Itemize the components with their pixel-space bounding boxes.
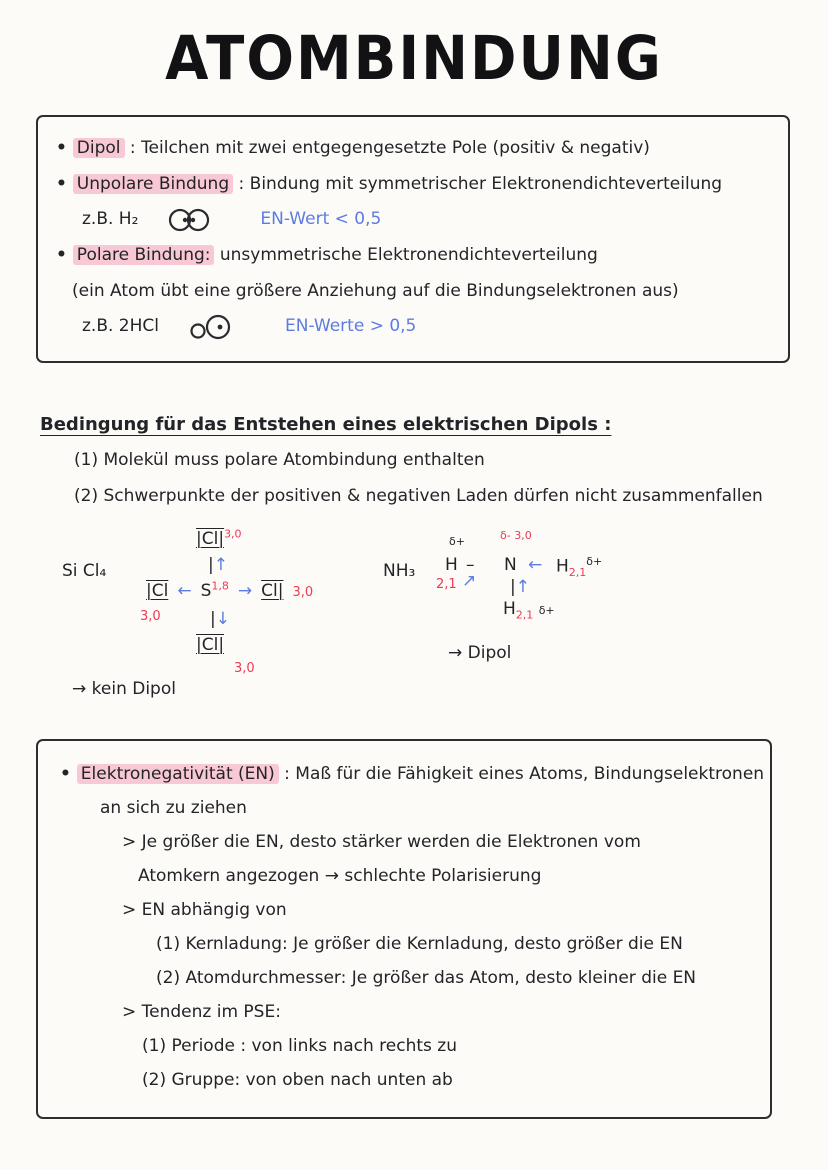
h2-electron-cloud-doodle [166,206,214,234]
nh3-conclusion: → Dipol [448,642,512,663]
en-note-gruppe: (2) Gruppe: von oben nach unten ab [142,1069,453,1090]
condition-item-2: (2) Schwerpunkte der positiven & negativen Laden dürfen nicht zusammenfallen [74,485,763,506]
definition-dipol [56,131,770,167]
en-note-atomdurchmesser: (2) Atomdurchmesser: Je größer das Atom, desto kleiner die EN [156,967,697,988]
definitions-box [36,115,790,363]
en-note-abhaengig: > EN abhängig von [122,899,287,920]
nh3-en-h-right: 2,1 [568,565,587,579]
sicl4-bond-up [208,555,228,575]
en-wert-note: EN-Wert < 0,5 [260,209,382,230]
dipol-definition-text: : Teilchen mit zwei entgegengesetzte Pole (positiv & negativ) [124,138,650,158]
sicl4-en-cl-bottom: 3,0 [234,660,255,676]
en-definition-text-2: an sich zu ziehen [100,797,247,818]
sicl4-cl-bottom: |Cl| [196,634,225,655]
nh3-bond-down [510,577,530,597]
en-note-periode: (1) Periode : von links nach rechts zu [142,1035,457,1056]
hcl-electron-cloud-doodle [187,312,239,342]
sicl4-label: Si Cl₄ [62,560,107,581]
bond-line: | [208,554,214,575]
term-elektronegativitaet-highlight: Elektronegativität (EN) [77,764,279,784]
nh3-delta-plus-right: δ+ [586,554,603,568]
sicl4-cl-top [196,526,242,549]
example-2hcl-label: z.B. 2HCl [82,316,159,337]
nh3-h-left: H [445,554,458,575]
nh3-h-right [556,555,602,577]
sicl4-center-atom-group [200,578,229,601]
polare-bindung-note: (ein Atom übt eine größere Anziehung auf die Bindungselektronen aus) [72,280,679,301]
condition-item-1: (1) Molekül muss polare Atombindung enthalten [74,450,485,471]
definition-polare-bindung [56,238,770,274]
polare-definition-text: unsymmetrische Elektronendichteverteilung [214,245,598,266]
nh3-bond-left: – [466,554,475,575]
example-h2-row [82,202,770,238]
en-note-atomkern: Atomkern angezogen → schlechte Polarisierung [138,865,542,886]
polarity-arrow-ne-icon: ↗ [462,570,477,591]
polarity-arrow-left-icon: ← [528,554,543,575]
sicl4-bond-down [210,609,230,629]
en-definition-text: : Maß für die Fähigkeit eines Atoms, Bindungselektronen [278,763,765,784]
conditions-section [40,407,828,514]
polarity-arrow-left-icon: ← [177,580,192,601]
nh3-delta-plus-left: δ+ [449,534,465,548]
sicl4-en-si: 1,8 [211,578,229,592]
nh3-en-h-left: 2,1 [436,576,457,592]
polarity-arrow-down-icon: ↓ [215,608,230,629]
sicl4-center-atom: S [200,580,212,601]
term-polare-bindung-highlight: Polare Bindung: [73,245,215,265]
examples-diagrams [0,523,828,723]
sicl4-cl-top-symbol: |Cl| [196,528,225,549]
term-dipol-highlight: Dipol [73,138,125,158]
sicl4-cl-right: Cl| [261,580,284,601]
example-2hcl-row [82,309,770,345]
en-note-kernladung: (1) Kernladung: Je größer die Kernladung, desto größer die EN [156,933,683,954]
bond-line: | [510,576,516,597]
polarity-arrow-up-icon: ↑ [515,576,530,597]
sicl4-middle-row [146,578,314,601]
nh3-h-bottom-symbol: H [503,598,516,619]
term-unpolare-bindung-highlight: Unpolare Bindung [73,174,233,194]
polarity-arrow-right-icon: → [237,580,253,601]
polarity-arrow-up-icon: ↑ [213,554,228,575]
conditions-heading: Bedingung für das Entstehen eines elektrischen Dipols : [40,414,612,436]
electronegativity-box [36,739,772,1119]
nh3-en-h-bottom: 2,1 [515,607,534,621]
en-werte-note: EN-Werte > 0,5 [285,316,417,337]
definition-unpolare-bindung [56,167,770,203]
bond-line: | [210,608,216,629]
nh3-delta-minus-en: δ- 3,0 [500,528,532,542]
page-title: ATOMBINDUNG [165,23,663,94]
nh3-n-atom: N [504,554,517,575]
nh3-h-bottom [503,599,555,619]
definition-elektronegativitaet [60,757,765,791]
nh3-h-right-symbol: H [556,556,569,577]
sicl4-cl-left: |Cl [146,580,169,601]
en-note-groesser: > Je größer die EN, desto stärker werden die Elektronen vom [122,831,641,852]
nh3-delta-plus-bottom: δ+ [538,603,555,617]
en-note-tendenz-pse: > Tendenz im PSE: [122,1001,281,1022]
example-h2-label: z.B. H₂ [82,209,139,230]
sicl4-conclusion: → kein Dipol [72,678,176,699]
unpolare-definition-text: : Bindung mit symmetrischer Elektronendichteverteilung [233,173,723,194]
sicl4-en-cl-left: 3,0 [140,608,161,624]
sicl4-en-cl-right: 3,0 [292,584,314,600]
nh3-label: NH₃ [383,560,416,581]
sicl4-en-cl-top: 3,0 [224,526,242,540]
